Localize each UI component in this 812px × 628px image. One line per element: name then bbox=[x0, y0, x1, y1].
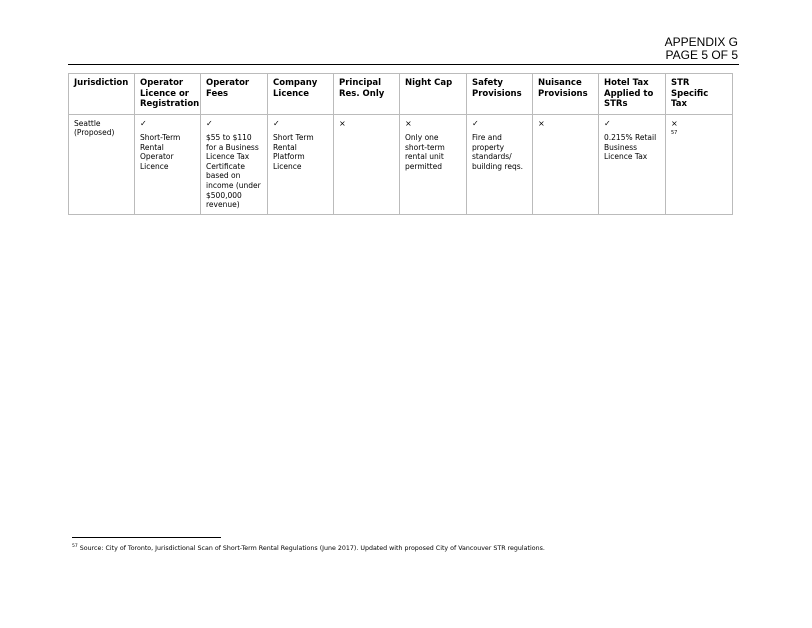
cell-principal-res bbox=[334, 114, 400, 214]
check-icon: ✓ bbox=[604, 118, 611, 128]
col-header-operator-fees: Operator Fees bbox=[201, 74, 268, 115]
check-icon: ✓ bbox=[206, 118, 213, 128]
operator-licence-text: Short-Term Rental Operator Licence bbox=[140, 133, 181, 171]
footnote-number: 57 bbox=[72, 544, 78, 549]
cross-icon: × bbox=[405, 118, 412, 128]
cell-jurisdiction bbox=[69, 114, 135, 214]
str-regulations-table bbox=[68, 73, 733, 215]
footnote-ref: 57 bbox=[671, 130, 678, 137]
check-icon: ✓ bbox=[273, 118, 280, 128]
col-header-jurisdiction: Jurisdiction bbox=[69, 74, 135, 115]
cross-icon: × bbox=[339, 118, 346, 128]
appendix-title: APPENDIX G bbox=[664, 35, 738, 49]
cell-company-licence bbox=[268, 114, 334, 214]
col-header-principal-res: Principal Res. Only bbox=[334, 74, 400, 115]
cross-icon: × bbox=[538, 118, 545, 128]
col-header-hotel-tax: Hotel Tax Applied to STRs bbox=[599, 74, 666, 115]
check-icon: ✓ bbox=[140, 118, 147, 128]
hotel-tax-text: 0.215% Retail Business Licence Tax bbox=[604, 133, 657, 162]
operator-fees-text: $55 to $110 for a Business Licence Tax Certificate based on income (under $500,000 revenue) bbox=[206, 133, 261, 210]
page-header bbox=[665, 36, 738, 62]
footnote bbox=[72, 544, 545, 552]
jurisdiction-text: Seattle (Proposed) bbox=[74, 118, 115, 138]
night-cap-text: Only one short-term rental unit permitted bbox=[405, 133, 445, 171]
header-rule bbox=[68, 64, 739, 65]
page-number: PAGE 5 OF 5 bbox=[665, 48, 738, 62]
check-icon: ✓ bbox=[472, 118, 479, 128]
cell-hotel-tax bbox=[599, 114, 666, 214]
safety-text: Fire and property standards/ building reqs. bbox=[472, 133, 524, 171]
cell-night-cap bbox=[400, 114, 467, 214]
col-header-safety: Safety Provisions bbox=[467, 74, 533, 115]
cell-operator-licence bbox=[135, 114, 201, 214]
cell-operator-fees bbox=[201, 114, 268, 214]
col-header-str-tax: STR Specific Tax bbox=[666, 74, 733, 115]
table-row bbox=[69, 114, 733, 214]
footnote-text: Source: City of Toronto, Jurisdictional Scan of Short-Term Rental Regulations (June 2017). Updated with proposed City of Vancouver STR regulations. bbox=[79, 545, 545, 553]
table-header-row bbox=[69, 74, 733, 115]
cross-icon: × bbox=[671, 118, 678, 128]
footnote-rule bbox=[72, 537, 221, 538]
col-header-operator-licence: Operator Licence or Registration bbox=[135, 74, 201, 115]
cell-safety bbox=[467, 114, 533, 214]
cell-nuisance bbox=[533, 114, 599, 214]
cell-str-tax bbox=[666, 114, 733, 214]
col-header-night-cap: Night Cap bbox=[400, 74, 467, 115]
company-licence-text: Short Term Rental Platform Licence bbox=[273, 133, 314, 171]
col-header-nuisance: Nuisance Provisions bbox=[533, 74, 599, 115]
col-header-company-licence: Company Licence bbox=[268, 74, 334, 115]
